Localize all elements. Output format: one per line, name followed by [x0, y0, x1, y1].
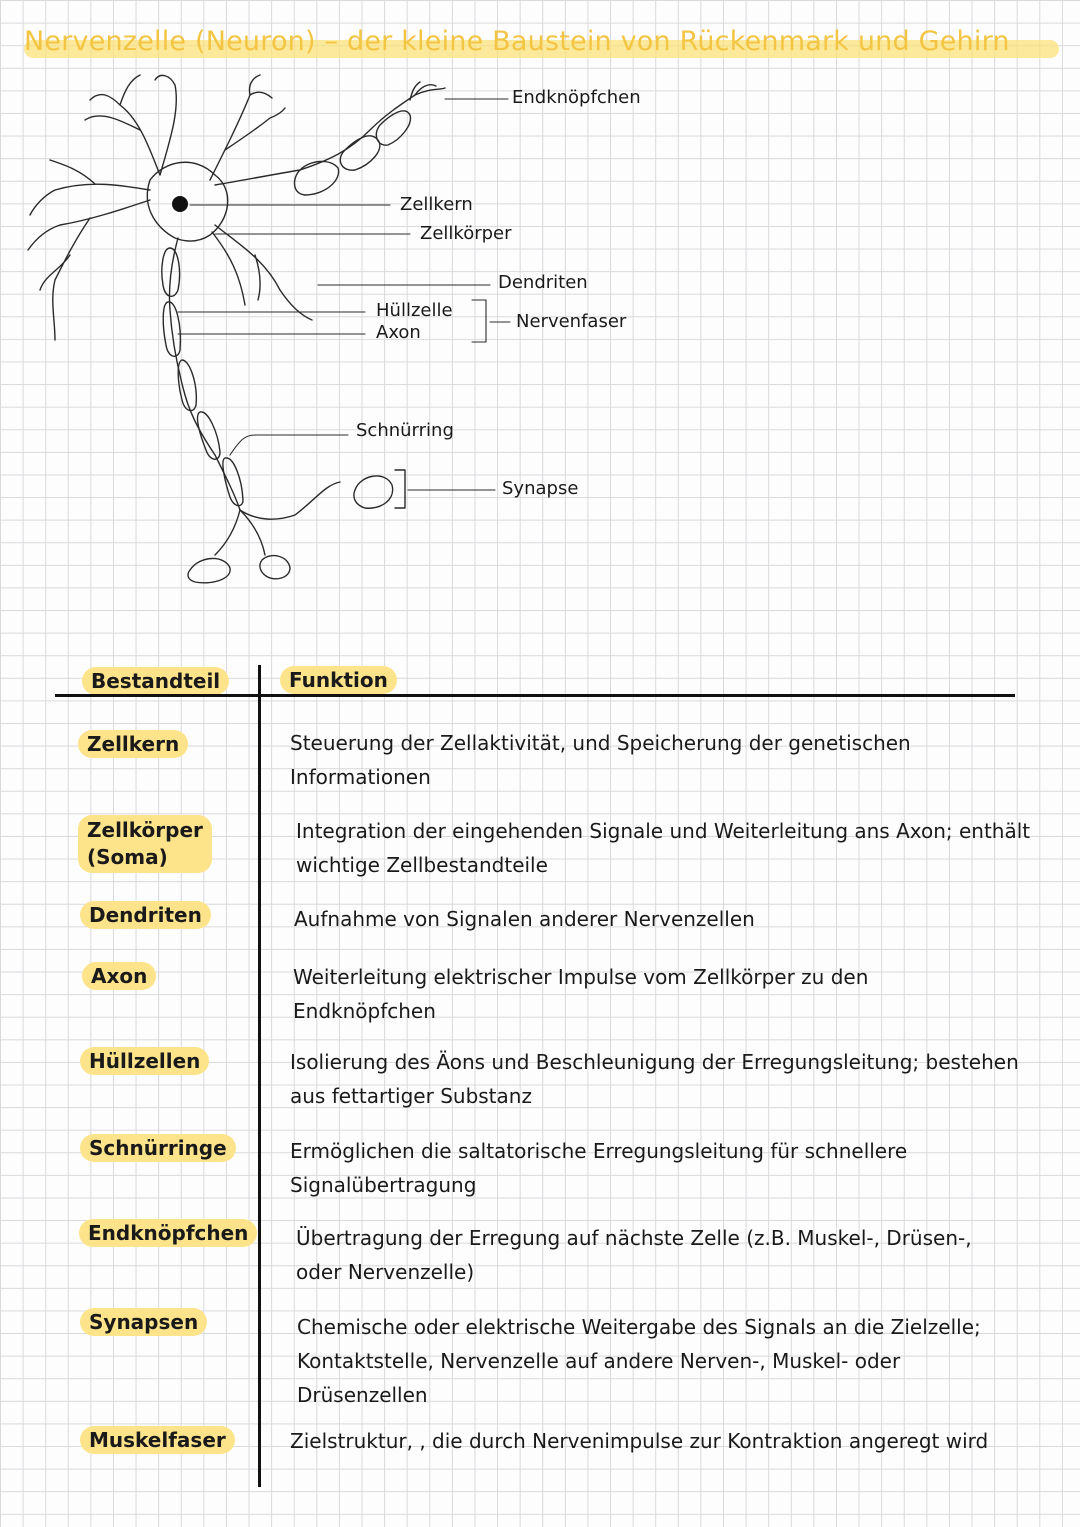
hull-cell [340, 136, 380, 170]
synapse-bracket [395, 470, 405, 508]
table-header-component: Bestandteil [82, 667, 229, 695]
row-name-synapsen: Synapsen [80, 1308, 207, 1336]
dendrite [28, 160, 150, 340]
label-dendriten: Dendriten [498, 272, 588, 293]
hull-cell [295, 161, 339, 195]
hull-cell [376, 111, 410, 145]
row-name-muskelfaser: Muskelfaser [80, 1426, 235, 1454]
row-desc: Zielstruktur, , die durch Nervenimpulse zur Kontraktion angeregt wird [290, 1429, 989, 1453]
row-desc: Aufnahme von Signalen anderer Nervenzellen [294, 907, 755, 931]
synapse-bulb [354, 476, 393, 508]
table-column-divider [258, 665, 261, 1487]
row-desc: Isolierung des Äons und Beschleunigung der Erregungsleitung; bestehen aus fettartiger Substanz [290, 1050, 1019, 1108]
row-name-huellzellen: Hüllzellen [80, 1047, 209, 1075]
row-name-endknoepfchen: Endknöpfchen [79, 1219, 257, 1247]
dendrite [210, 75, 285, 180]
row-desc: Chemische oder elektrische Weitergabe des Signals an die Zielzelle; Kontaktstelle, Nervenzelle auf andere Nerven-, Muskel- oder Drüsenzellen [297, 1315, 981, 1407]
row-name-schnuerringe: Schnürringe [80, 1134, 236, 1162]
row-desc: Übertragung der Erregung auf nächste Zelle (z.B. Muskel-, Drüsen-, oder Nervenzelle) [296, 1226, 972, 1284]
axon-terminal [215, 510, 265, 555]
end-bulb [188, 558, 230, 582]
row-name-zellkern: Zellkern [78, 730, 188, 758]
label-endknoepfchen: Endknöpfchen [512, 87, 641, 108]
page-title: Nervenzelle (Neuron) – der kleine Baustein von Rückenmark und Gehirn [24, 26, 1059, 60]
hull-cell [223, 458, 243, 506]
row-desc: Ermöglichen die saltatorische Erregungsleitung für schnellere Signalübertragung [290, 1139, 908, 1197]
label-nervenfaser: Nervenfaser [516, 311, 627, 332]
axon-terminal [240, 482, 340, 519]
label-axon: Axon [376, 322, 421, 343]
axon-upper [215, 88, 445, 185]
hull-cell [198, 412, 220, 459]
table-header-divider [55, 694, 1015, 697]
row-name-zellkoerper: Zellkörper (Soma) [78, 815, 212, 873]
label-zellkern: Zellkern [400, 194, 473, 215]
dendrite [85, 75, 176, 175]
row-name-dendriten: Dendriten [80, 901, 211, 929]
label-synapse: Synapse [502, 478, 579, 499]
dendrite [410, 82, 436, 100]
row-desc: Weiterleitung elektrischer Impulse vom Zellkörper zu den Endknöpfchen [293, 965, 869, 1023]
row-desc: Steuerung der Zellaktivität, und Speicherung der genetischen Informationen [290, 731, 911, 789]
table-header-function: Funktion [280, 666, 397, 694]
end-bulb [260, 556, 290, 579]
label-schnuerring: Schnürring [356, 420, 454, 441]
label-zellkoerper: Zellkörper [420, 223, 512, 244]
row-name-axon: Axon [82, 962, 156, 990]
dendrite [212, 225, 312, 320]
nucleus [172, 196, 188, 212]
label-huellzelle: Hüllzelle [376, 300, 453, 321]
row-desc: Integration der eingehenden Signale und Weiterleitung ans Axon; enthält wichtige Zellbestandteile [296, 819, 1031, 877]
